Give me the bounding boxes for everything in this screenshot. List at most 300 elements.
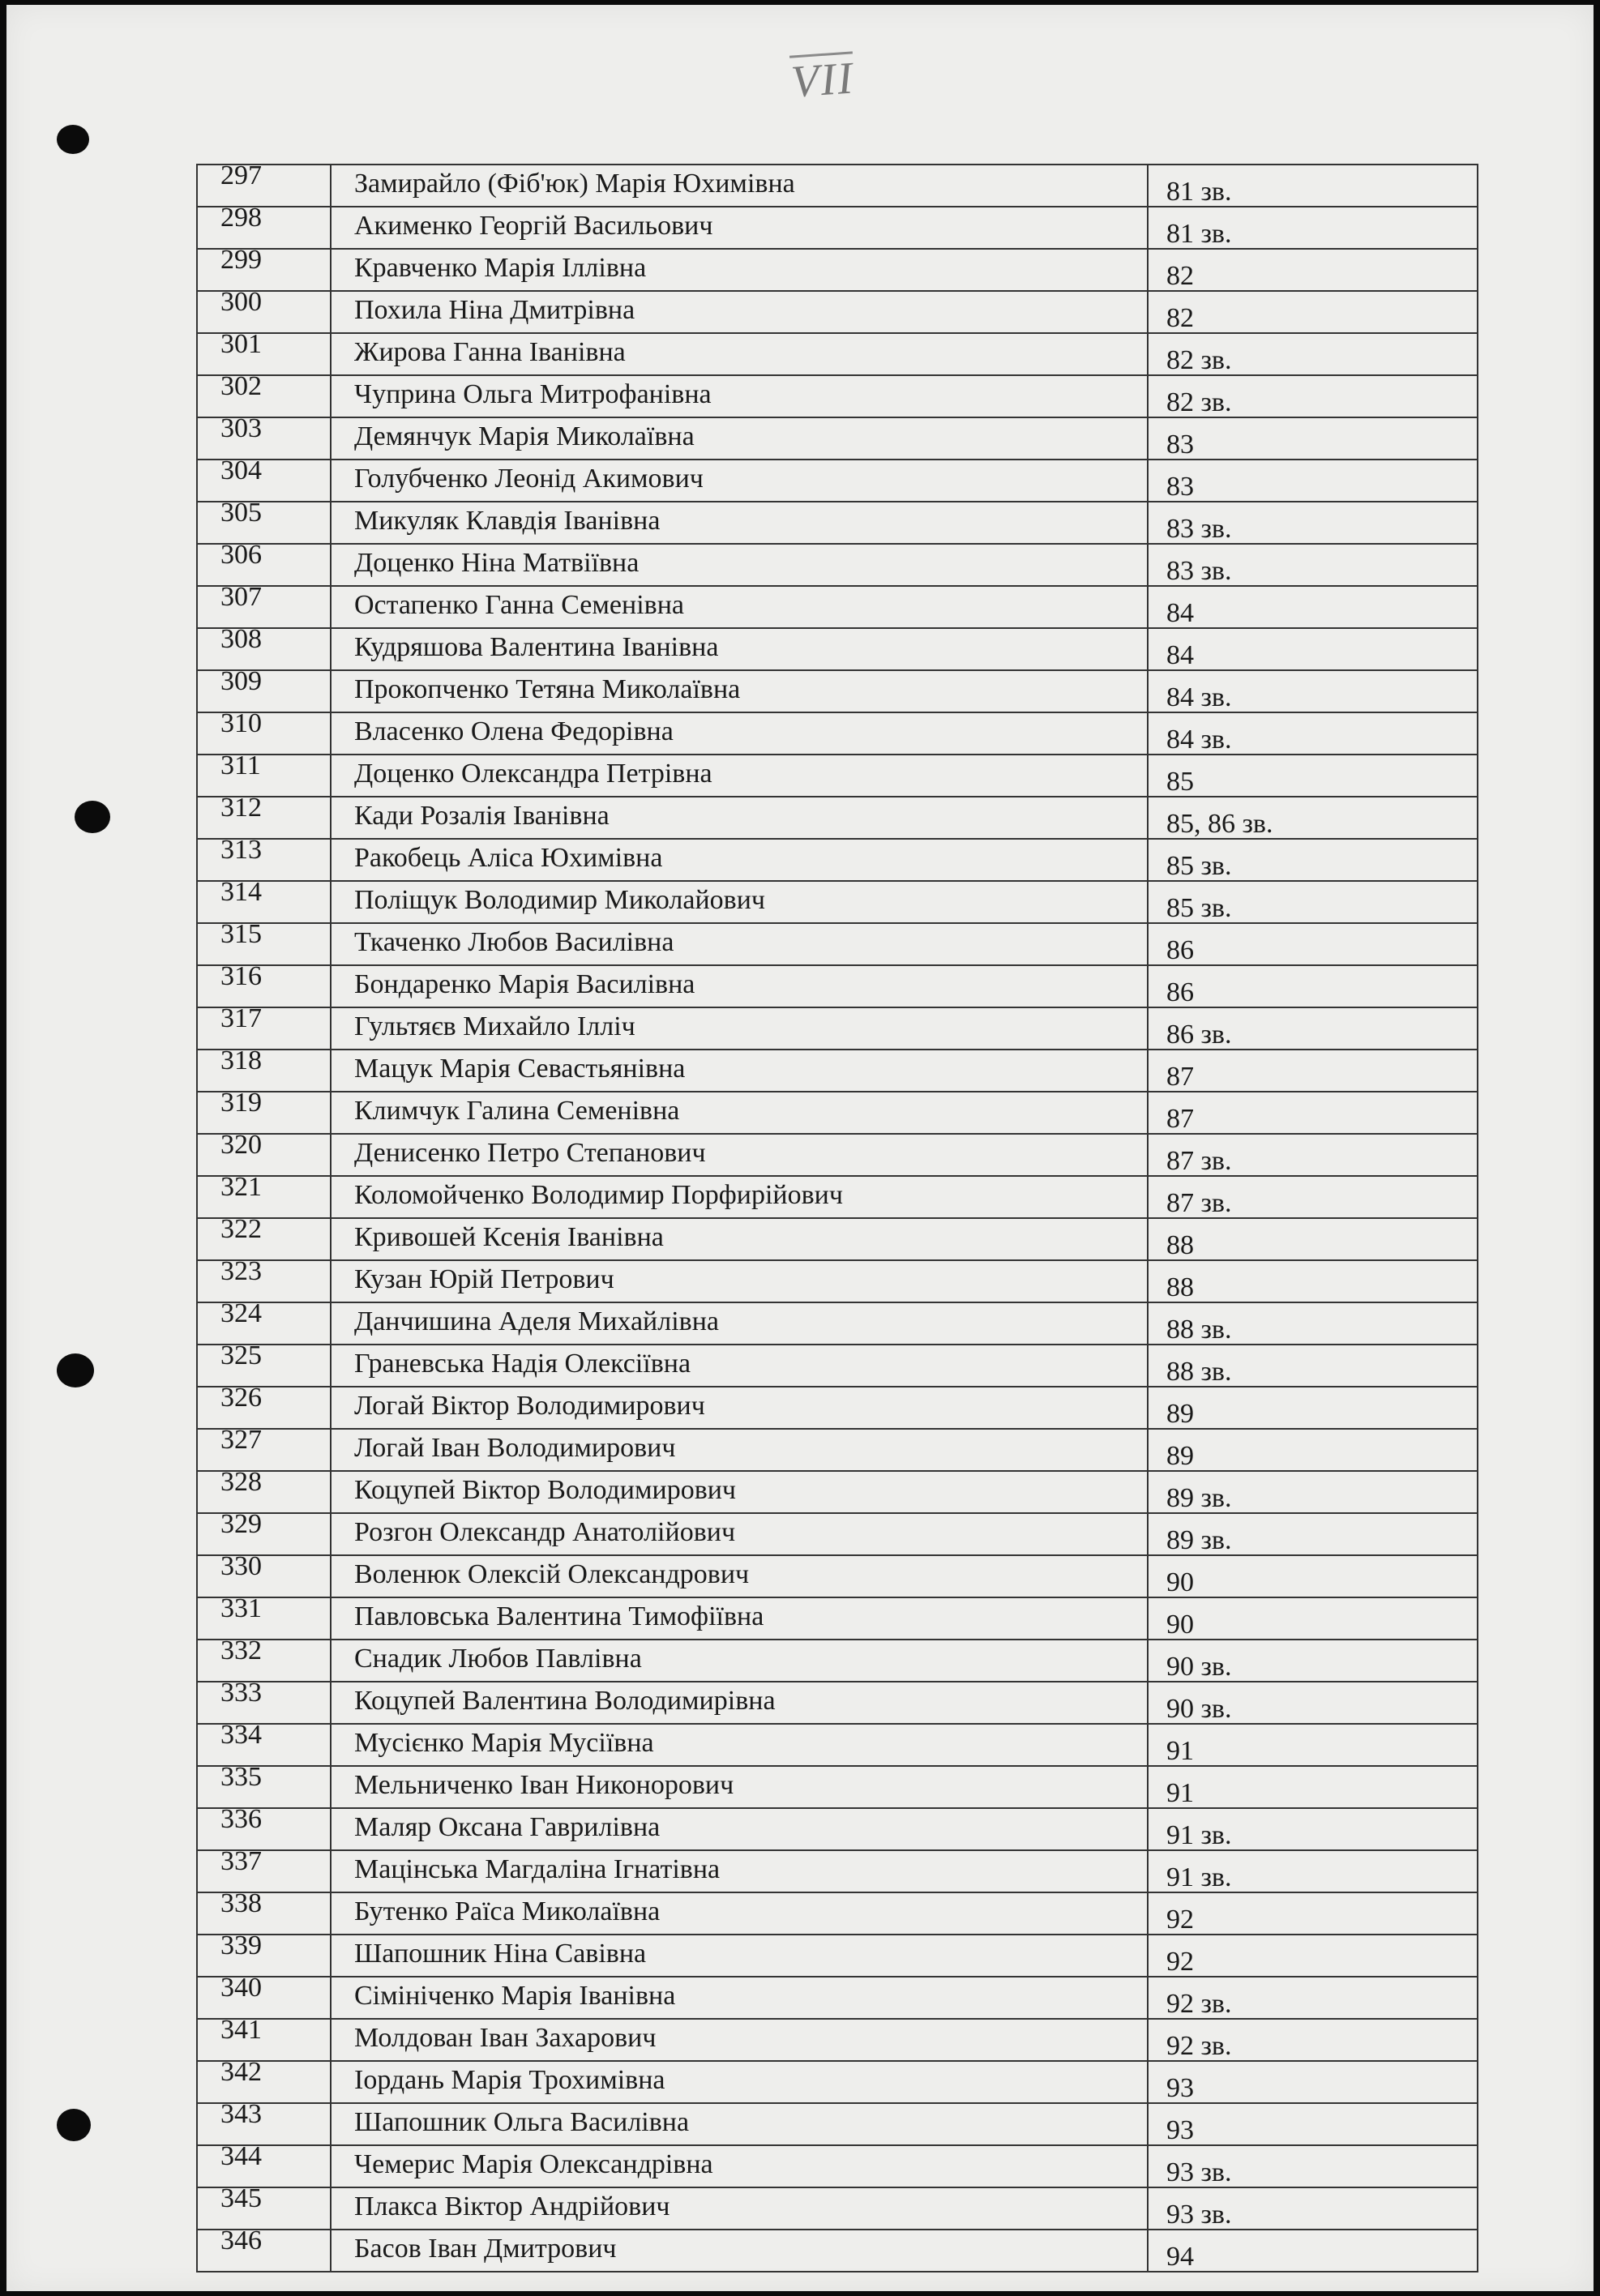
person-name: Коцупей Валентина Володимирівна bbox=[354, 1686, 776, 1716]
person-name-cell bbox=[331, 1640, 1148, 1682]
person-name-cell bbox=[331, 1429, 1148, 1471]
page-reference: 87 bbox=[1166, 1104, 1194, 1134]
page-reference-cell bbox=[1148, 333, 1478, 375]
page-reference: 89 зв. bbox=[1166, 1483, 1232, 1513]
page-reference: 86 зв. bbox=[1166, 1020, 1232, 1050]
person-name: Кади Розалія Іванівна bbox=[354, 801, 610, 831]
page-reference: 88 зв. bbox=[1166, 1357, 1232, 1387]
person-name-cell bbox=[331, 1387, 1148, 1429]
person-name: Микуляк Клавдія Іванівна bbox=[354, 506, 661, 536]
page-reference-cell bbox=[1148, 1892, 1478, 1935]
table-row bbox=[197, 460, 1478, 502]
row-number-cell bbox=[197, 708, 331, 755]
person-name-cell bbox=[331, 1260, 1148, 1302]
page-reference-cell bbox=[1148, 417, 1478, 460]
person-name-cell bbox=[331, 1892, 1148, 1935]
table-row bbox=[197, 2145, 1478, 2187]
row-number-cell bbox=[197, 1298, 331, 1345]
person-name-cell bbox=[331, 1555, 1148, 1597]
page-reference-cell bbox=[1148, 670, 1478, 712]
page-reference: 91 bbox=[1166, 1736, 1194, 1766]
page-reference: 83 зв. bbox=[1166, 514, 1232, 544]
table-row bbox=[197, 923, 1478, 965]
table-row bbox=[197, 1724, 1478, 1766]
row-number: 312 bbox=[220, 793, 262, 823]
row-number: 317 bbox=[220, 1003, 262, 1033]
person-name: Сімініченко Марія Іванівна bbox=[354, 1981, 676, 2011]
row-number: 323 bbox=[220, 1256, 262, 1286]
person-name-cell bbox=[331, 1724, 1148, 1766]
row-number: 309 bbox=[220, 666, 262, 696]
page-reference: 88 bbox=[1166, 1272, 1194, 1302]
page-reference-cell bbox=[1148, 1682, 1478, 1724]
page-reference: 91 bbox=[1166, 1778, 1194, 1808]
document-page bbox=[6, 5, 1594, 2291]
page-reference: 81 зв. bbox=[1166, 177, 1232, 207]
row-number: 332 bbox=[220, 1635, 262, 1665]
person-name: Шапошник Ніна Савівна bbox=[354, 1939, 647, 1969]
page-reference-cell bbox=[1148, 1766, 1478, 1808]
page-reference-cell bbox=[1148, 1302, 1478, 1345]
page-reference: 84 зв. bbox=[1166, 682, 1232, 712]
person-name: Бондаренко Марія Василівна bbox=[354, 969, 695, 999]
person-name: Чуприна Ольга Митрофанівна bbox=[354, 379, 712, 409]
person-name: Молдован Іван Захарович bbox=[354, 2023, 657, 2053]
row-number-cell bbox=[197, 2141, 331, 2187]
row-number-cell bbox=[197, 2183, 331, 2230]
person-name: Снадик Любов Павлівна bbox=[354, 1644, 642, 1674]
person-name-cell bbox=[331, 207, 1148, 249]
table-row bbox=[197, 375, 1478, 417]
page-reference: 90 bbox=[1166, 1567, 1194, 1597]
row-number: 346 bbox=[220, 2225, 262, 2255]
page-reference-cell bbox=[1148, 1724, 1478, 1766]
row-number-cell bbox=[197, 2225, 331, 2272]
person-name: Акименко Георгій Васильович bbox=[354, 211, 713, 241]
page-reference-cell bbox=[1148, 1007, 1478, 1050]
person-name-cell bbox=[331, 628, 1148, 670]
person-name: Ткаченко Любов Василівна bbox=[354, 927, 674, 957]
page-reference: 83 bbox=[1166, 430, 1194, 460]
person-name: Логай Віктор Володимирович bbox=[354, 1391, 705, 1421]
table-row bbox=[197, 797, 1478, 839]
page-reference-cell bbox=[1148, 1050, 1478, 1092]
page-reference: 90 bbox=[1166, 1610, 1194, 1640]
page-reference: 92 bbox=[1166, 1905, 1194, 1935]
person-name: Климчук Галина Семенівна bbox=[354, 1096, 680, 1126]
person-name-cell bbox=[331, 1471, 1148, 1513]
row-number-cell bbox=[197, 1888, 331, 1935]
person-name-cell bbox=[331, 1092, 1148, 1134]
page-reference: 84 bbox=[1166, 640, 1194, 670]
person-name: Власенко Олена Федорівна bbox=[354, 716, 674, 746]
table-row bbox=[197, 249, 1478, 291]
page-reference-cell bbox=[1148, 1471, 1478, 1513]
row-number: 337 bbox=[220, 1846, 262, 1876]
page-reference: 86 bbox=[1166, 935, 1194, 965]
table-row bbox=[197, 1007, 1478, 1050]
page-reference-cell bbox=[1148, 207, 1478, 249]
person-name: Чемерис Марія Олександрівна bbox=[354, 2149, 713, 2179]
page-reference: 90 зв. bbox=[1166, 1652, 1232, 1682]
row-number: 303 bbox=[220, 413, 262, 443]
row-number: 307 bbox=[220, 582, 262, 612]
person-name: Жирова Ганна Іванівна bbox=[354, 337, 626, 367]
table-row bbox=[197, 1302, 1478, 1345]
person-name: Коцупей Віктор Володимирович bbox=[354, 1475, 737, 1505]
row-number: 305 bbox=[220, 498, 262, 528]
row-number-cell bbox=[197, 1804, 331, 1850]
person-name: Данчишина Аделя Михайлівна bbox=[354, 1306, 720, 1336]
row-number-cell bbox=[197, 1172, 331, 1218]
page-reference: 93 зв. bbox=[1166, 2200, 1232, 2230]
table-row bbox=[197, 207, 1478, 249]
page-reference-cell bbox=[1148, 2145, 1478, 2187]
table-row bbox=[197, 1345, 1478, 1387]
row-number: 327 bbox=[220, 1425, 262, 1455]
row-number-cell bbox=[197, 2099, 331, 2145]
row-number: 320 bbox=[220, 1130, 262, 1160]
row-number: 321 bbox=[220, 1172, 262, 1202]
table-row bbox=[197, 1218, 1478, 1260]
table-row bbox=[197, 1597, 1478, 1640]
row-number: 318 bbox=[220, 1045, 262, 1075]
row-number-cell bbox=[197, 793, 331, 839]
table-row bbox=[197, 586, 1478, 628]
row-number: 328 bbox=[220, 1467, 262, 1497]
row-number-cell bbox=[197, 1720, 331, 1766]
person-name-cell bbox=[331, 249, 1148, 291]
person-name-cell bbox=[331, 544, 1148, 586]
page-reference: 84 bbox=[1166, 598, 1194, 628]
person-name-cell bbox=[331, 712, 1148, 755]
row-number-cell bbox=[197, 1551, 331, 1597]
page-reference: 86 bbox=[1166, 977, 1194, 1007]
page-reference-cell bbox=[1148, 881, 1478, 923]
table-row bbox=[197, 1892, 1478, 1935]
person-name: Коломойченко Володимир Порфирійович bbox=[354, 1180, 843, 1210]
table-row bbox=[197, 417, 1478, 460]
person-name-cell bbox=[331, 1682, 1148, 1724]
table-row bbox=[197, 1850, 1478, 1892]
register-table bbox=[196, 160, 1478, 2272]
page-reference-cell bbox=[1148, 375, 1478, 417]
row-number: 342 bbox=[220, 2057, 262, 2087]
page-reference-cell bbox=[1148, 755, 1478, 797]
row-number-cell bbox=[197, 2057, 331, 2103]
row-number-cell bbox=[197, 203, 331, 249]
row-number: 329 bbox=[220, 1509, 262, 1539]
page-reference-cell bbox=[1148, 1808, 1478, 1850]
person-name-cell bbox=[331, 586, 1148, 628]
row-number-cell bbox=[197, 1214, 331, 1260]
row-number-cell bbox=[197, 540, 331, 586]
row-number-cell bbox=[197, 371, 331, 417]
row-number: 315 bbox=[220, 919, 262, 949]
page-reference-cell bbox=[1148, 502, 1478, 544]
table-row bbox=[197, 839, 1478, 881]
person-name-cell bbox=[331, 1176, 1148, 1218]
table-row bbox=[197, 2230, 1478, 2272]
punch-hole-4 bbox=[57, 2109, 91, 2141]
page-reference: 93 зв. bbox=[1166, 2157, 1232, 2187]
page-reference: 83 bbox=[1166, 472, 1194, 502]
row-number-cell bbox=[197, 877, 331, 923]
row-number-cell bbox=[197, 1045, 331, 1092]
page-reference-cell bbox=[1148, 1935, 1478, 1977]
row-number-cell bbox=[197, 1973, 331, 2019]
row-number: 339 bbox=[220, 1930, 262, 1960]
row-number: 300 bbox=[220, 287, 262, 317]
table-row bbox=[197, 1471, 1478, 1513]
punch-hole-3 bbox=[57, 1353, 94, 1387]
row-number: 324 bbox=[220, 1298, 262, 1328]
table-row bbox=[197, 1935, 1478, 1977]
person-name-cell bbox=[331, 333, 1148, 375]
row-number-cell bbox=[197, 1593, 331, 1640]
row-number-cell bbox=[197, 1509, 331, 1555]
person-name-cell bbox=[331, 460, 1148, 502]
row-number-cell bbox=[197, 1846, 331, 1892]
row-number-cell bbox=[197, 1425, 331, 1471]
person-name: Гультяєв Михайло Ілліч bbox=[354, 1011, 635, 1041]
table-row bbox=[197, 1429, 1478, 1471]
person-name-cell bbox=[331, 2061, 1148, 2103]
page-reference: 89 bbox=[1166, 1399, 1194, 1429]
page-reference-cell bbox=[1148, 586, 1478, 628]
person-name-cell bbox=[331, 965, 1148, 1007]
table-row bbox=[197, 2061, 1478, 2103]
page-reference: 91 зв. bbox=[1166, 1820, 1232, 1850]
page-reference-cell bbox=[1148, 544, 1478, 586]
table-row bbox=[197, 1092, 1478, 1134]
person-name: Остапенко Ганна Семенівна bbox=[354, 590, 684, 620]
person-name-cell bbox=[331, 417, 1148, 460]
row-number: 319 bbox=[220, 1088, 262, 1118]
page-reference-cell bbox=[1148, 249, 1478, 291]
person-name-cell bbox=[331, 2145, 1148, 2187]
page-reference: 87 зв. bbox=[1166, 1146, 1232, 1176]
row-number: 302 bbox=[220, 371, 262, 401]
row-number-cell bbox=[197, 245, 331, 291]
page-reference: 93 bbox=[1166, 2073, 1194, 2103]
row-number-cell bbox=[197, 1678, 331, 1724]
person-name: Мацук Марія Севастьянівна bbox=[354, 1054, 686, 1084]
row-number-cell bbox=[197, 1467, 331, 1513]
page-reference-cell bbox=[1148, 1640, 1478, 1682]
row-number-cell bbox=[197, 498, 331, 544]
page-reference: 93 bbox=[1166, 2115, 1194, 2145]
page-reference: 82 зв. bbox=[1166, 387, 1232, 417]
page-reference: 82 bbox=[1166, 261, 1194, 291]
page-reference: 88 bbox=[1166, 1230, 1194, 1260]
person-name: Кравченко Марія Іллівна bbox=[354, 253, 647, 283]
page-reference-cell bbox=[1148, 797, 1478, 839]
table-row bbox=[197, 1640, 1478, 1682]
row-number-cell bbox=[197, 2015, 331, 2061]
row-number: 331 bbox=[220, 1593, 262, 1623]
table-row bbox=[197, 1260, 1478, 1302]
page-reference-cell bbox=[1148, 460, 1478, 502]
table-row bbox=[197, 755, 1478, 797]
person-name: Воленюк Олексій Олександрович bbox=[354, 1559, 750, 1589]
row-number-cell bbox=[197, 835, 331, 881]
table-row bbox=[197, 291, 1478, 333]
person-name: Мусієнко Марія Мусіївна bbox=[354, 1728, 654, 1758]
person-name: Павловська Валентина Тимофіївна bbox=[354, 1601, 764, 1631]
table-row bbox=[197, 165, 1478, 207]
page-reference-cell bbox=[1148, 712, 1478, 755]
page-reference: 84 зв. bbox=[1166, 725, 1232, 755]
row-number-cell bbox=[197, 1088, 331, 1134]
row-number: 344 bbox=[220, 2141, 262, 2171]
page-reference: 89 bbox=[1166, 1441, 1194, 1471]
row-number-cell bbox=[197, 1635, 331, 1682]
table-row bbox=[197, 1134, 1478, 1176]
row-number: 313 bbox=[220, 835, 262, 865]
person-name: Ракобець Аліса Юхимівна bbox=[354, 843, 663, 873]
person-name-cell bbox=[331, 375, 1148, 417]
table-row bbox=[197, 333, 1478, 375]
row-number-cell bbox=[197, 1340, 331, 1387]
page-reference: 89 зв. bbox=[1166, 1525, 1232, 1555]
row-number-cell bbox=[197, 1003, 331, 1050]
row-number-cell bbox=[197, 1762, 331, 1808]
person-name-cell bbox=[331, 165, 1148, 207]
row-number: 297 bbox=[220, 160, 262, 190]
person-name: Логай Іван Володимирович bbox=[354, 1433, 676, 1463]
table-row bbox=[197, 502, 1478, 544]
page-reference: 85 зв. bbox=[1166, 851, 1232, 881]
page-reference-cell bbox=[1148, 1429, 1478, 1471]
page-reference: 87 зв. bbox=[1166, 1188, 1232, 1218]
person-name: Замирайло (Фіб'юк) Марія Юхимівна bbox=[354, 169, 795, 199]
person-name-cell bbox=[331, 2187, 1148, 2230]
row-number: 299 bbox=[220, 245, 262, 275]
row-number: 334 bbox=[220, 1720, 262, 1750]
person-name-cell bbox=[331, 670, 1148, 712]
page-reference-cell bbox=[1148, 165, 1478, 207]
row-number: 316 bbox=[220, 961, 262, 991]
person-name: Демянчук Марія Миколаївна bbox=[354, 421, 695, 451]
page-reference-cell bbox=[1148, 291, 1478, 333]
page-reference: 85, 86 зв. bbox=[1166, 809, 1273, 839]
page-reference: 81 зв. bbox=[1166, 219, 1232, 249]
row-number-cell bbox=[197, 1256, 331, 1302]
table-row bbox=[197, 1682, 1478, 1724]
page-reference-cell bbox=[1148, 1134, 1478, 1176]
person-name: Доценко Ніна Матвіївна bbox=[354, 548, 640, 578]
page-reference-cell bbox=[1148, 1597, 1478, 1640]
row-number-cell bbox=[197, 413, 331, 460]
page-reference-cell bbox=[1148, 1176, 1478, 1218]
row-number: 345 bbox=[220, 2183, 262, 2213]
row-number-cell bbox=[197, 329, 331, 375]
page-reference: 91 зв. bbox=[1166, 1862, 1232, 1892]
person-name: Бутенко Раїса Миколаївна bbox=[354, 1896, 661, 1926]
table-row bbox=[197, 544, 1478, 586]
table-row bbox=[197, 1387, 1478, 1429]
page-reference: 87 bbox=[1166, 1062, 1194, 1092]
row-number-cell bbox=[197, 1383, 331, 1429]
page-reference-cell bbox=[1148, 2230, 1478, 2272]
row-number: 301 bbox=[220, 329, 262, 359]
row-number: 338 bbox=[220, 1888, 262, 1918]
person-name: Іордань Марія Трохимівна bbox=[354, 2065, 665, 2095]
punch-hole-1 bbox=[57, 125, 89, 154]
table-row bbox=[197, 1050, 1478, 1092]
table-row bbox=[197, 2019, 1478, 2061]
person-name-cell bbox=[331, 839, 1148, 881]
row-number-cell bbox=[197, 624, 331, 670]
page-reference: 82 зв. bbox=[1166, 345, 1232, 375]
row-number: 343 bbox=[220, 2099, 262, 2129]
table-row bbox=[197, 670, 1478, 712]
page-reference: 92 зв. bbox=[1166, 1989, 1232, 2019]
register-table-body bbox=[197, 160, 1478, 2272]
person-name-cell bbox=[331, 291, 1148, 333]
row-number-cell bbox=[197, 160, 331, 207]
punch-hole-2 bbox=[75, 801, 110, 833]
table-row bbox=[197, 1555, 1478, 1597]
person-name: Мацінська Магдаліна Ігнатівна bbox=[354, 1854, 721, 1884]
row-number: 325 bbox=[220, 1340, 262, 1370]
row-number: 308 bbox=[220, 624, 262, 654]
row-number: 306 bbox=[220, 540, 262, 570]
person-name-cell bbox=[331, 923, 1148, 965]
page-reference-cell bbox=[1148, 1850, 1478, 1892]
person-name-cell bbox=[331, 1302, 1148, 1345]
row-number: 330 bbox=[220, 1551, 262, 1581]
row-number-cell bbox=[197, 1930, 331, 1977]
page-reference: 85 bbox=[1166, 767, 1194, 797]
page-reference: 92 bbox=[1166, 1947, 1194, 1977]
handwritten-page-mark: VII bbox=[789, 53, 856, 108]
page-reference-cell bbox=[1148, 1977, 1478, 2019]
row-number-cell bbox=[197, 919, 331, 965]
row-number: 340 bbox=[220, 1973, 262, 2003]
table-row bbox=[197, 2187, 1478, 2230]
row-number: 298 bbox=[220, 203, 262, 233]
person-name: Розгон Олександр Анатолійович bbox=[354, 1517, 736, 1547]
table-row bbox=[197, 1513, 1478, 1555]
page-reference-cell bbox=[1148, 1345, 1478, 1387]
page-reference: 90 зв. bbox=[1166, 1694, 1232, 1724]
row-number-cell bbox=[197, 455, 331, 502]
row-number: 333 bbox=[220, 1678, 262, 1708]
table-row bbox=[197, 1977, 1478, 2019]
row-number: 311 bbox=[220, 750, 261, 780]
person-name-cell bbox=[331, 1513, 1148, 1555]
page-reference-cell bbox=[1148, 1513, 1478, 1555]
page-reference: 85 зв. bbox=[1166, 893, 1232, 923]
page-reference-cell bbox=[1148, 839, 1478, 881]
person-name-cell bbox=[331, 1766, 1148, 1808]
page-reference-cell bbox=[1148, 1260, 1478, 1302]
row-number: 326 bbox=[220, 1383, 262, 1413]
person-name-cell bbox=[331, 2103, 1148, 2145]
person-name-cell bbox=[331, 1134, 1148, 1176]
page-reference-cell bbox=[1148, 2061, 1478, 2103]
page-reference-cell bbox=[1148, 1092, 1478, 1134]
person-name-cell bbox=[331, 1977, 1148, 2019]
person-name-cell bbox=[331, 2019, 1148, 2061]
person-name: Мельниченко Іван Никонорович bbox=[354, 1770, 734, 1800]
table-row bbox=[197, 881, 1478, 923]
person-name: Похила Ніна Дмитрівна bbox=[354, 295, 635, 325]
person-name-cell bbox=[331, 1345, 1148, 1387]
person-name-cell bbox=[331, 1218, 1148, 1260]
